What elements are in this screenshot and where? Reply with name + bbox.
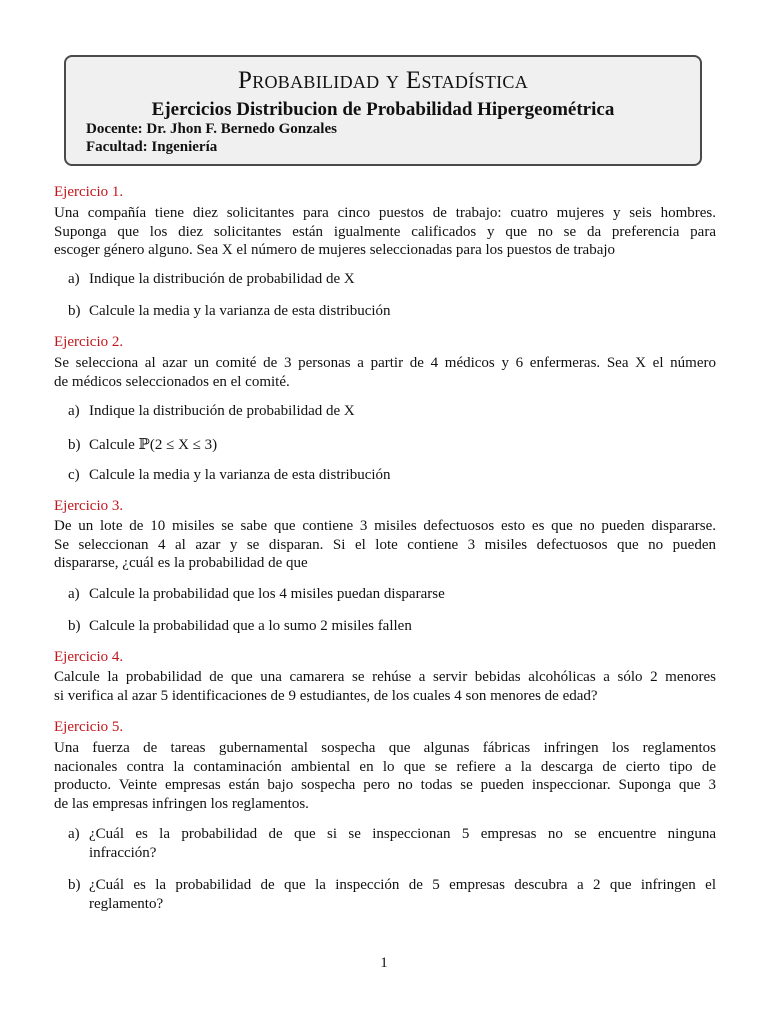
statement-line: Una compañía tiene diez solicitantes para cinco puestos de trabajo: cuatro mujeres y seis hombres. xyxy=(54,205,716,221)
item-text xyxy=(89,876,716,913)
item-label: b) xyxy=(68,618,81,634)
statement-line: Calcule la probabilidad de que una camarera se rehúse a servir bebidas alcohólicas a sólo 2 menores xyxy=(54,669,716,685)
exercise-1-title: Ejercicio 1. xyxy=(54,184,124,200)
exercise-1-item-a xyxy=(68,271,355,288)
item-text: Calcule la media y la varianza de esta distribución xyxy=(89,467,391,483)
exercise-3-item-b xyxy=(68,618,412,635)
item-label: b) xyxy=(68,437,81,453)
item-text: Calcule la probabilidad que los 4 misiles puedan dispararse xyxy=(89,586,445,602)
item-label: c) xyxy=(68,467,80,483)
statement-line: Se seleccionan 4 al azar y se disparan. Si el lote contiene 3 misiles defectuosos que no pueden xyxy=(54,536,716,553)
item-label: a) xyxy=(68,826,80,842)
exercise-4-statement xyxy=(54,668,716,705)
statement-line: Una fuerza de tareas gubernamental sospecha que algunas fábricas infringen los reglamentos xyxy=(54,740,716,756)
exercise-3-statement xyxy=(54,517,716,573)
document-subtitle: Ejercicios Distribucion de Probabilidad Hipergeométrica xyxy=(151,99,615,120)
course-title: Probabilidad y Estadística xyxy=(237,67,529,94)
exercise-3-item-a xyxy=(68,586,445,603)
item-text: Indique la distribución de probabilidad de X xyxy=(89,271,355,287)
exercise-2-item-a xyxy=(68,403,355,420)
item-text-line: ¿Cuál es la probabilidad de que la inspección de 5 empresas descubra a 2 que infringen el xyxy=(89,877,716,893)
exercise-2-item-b xyxy=(68,435,217,454)
teacher-line: Docente: Dr. Jhon F. Bernedo Gonzales xyxy=(86,121,337,137)
header-box xyxy=(64,55,702,166)
statement-line: Se selecciona al azar un comité de 3 personas a partir de 4 médicos y 6 enfermeras. Sea X el número xyxy=(54,355,716,371)
item-text: Indique la distribución de probabilidad de X xyxy=(89,403,355,419)
faculty-line: Facultad: Ingeniería xyxy=(86,139,218,155)
page-number: 1 xyxy=(380,955,388,971)
exercise-5-item-b xyxy=(68,876,716,914)
exercise-5-title: Ejercicio 5. xyxy=(54,719,124,735)
exercise-5-statement xyxy=(54,739,716,813)
exercise-2-statement xyxy=(54,354,716,391)
item-text-line: ¿Cuál es la probabilidad de que si se inspeccionan 5 empresas no se encuentre ninguna xyxy=(89,826,716,842)
exercise-4-title: Ejercicio 4. xyxy=(54,649,124,665)
item-text-line: infracción? xyxy=(89,844,157,861)
item-text-line: reglamento? xyxy=(89,895,164,912)
statement-line: nacionales contra la contaminación ambiental en lo que se refiere a la descarga de cierto tipo de xyxy=(54,758,716,775)
statement-line: Suponga que los diez solicitantes están igualmente calificados y que no se da preferencia para xyxy=(54,223,716,240)
item-label: b) xyxy=(68,303,81,319)
statement-line: escoger género alguno. Sea X el número de mujeres seleccionadas para los puestos de trabajo xyxy=(54,242,616,258)
exercise-1-statement xyxy=(54,204,716,260)
item-label: b) xyxy=(68,877,81,893)
exercise-2-title: Ejercicio 2. xyxy=(54,334,124,350)
item-text: Calcule la media y la varianza de esta distribución xyxy=(89,303,391,319)
statement-line: de las empresas infringen los reglamentos. xyxy=(54,795,309,812)
statement-line: De un lote de 10 misiles se sabe que contiene 3 misiles defectuosos esto es que no pueden dispararse. xyxy=(54,518,716,534)
exercise-5-item-a xyxy=(68,825,716,863)
item-label: a) xyxy=(68,586,80,602)
statement-line: dispararse, ¿cuál es la probabilidad de que xyxy=(54,555,308,571)
item-text: Calcule la probabilidad que a lo sumo 2 misiles fallen xyxy=(89,618,412,634)
statement-line: de médicos seleccionados en el comité. xyxy=(54,373,290,390)
item-label: a) xyxy=(68,271,80,287)
exercise-1-item-b xyxy=(68,303,391,320)
statement-line: producto. Veinte empresas están bajo sospecha pero no todas se pueden inspeccionar. Suponga que 3 xyxy=(54,777,716,793)
item-text xyxy=(89,825,716,862)
item-text: Calcule ℙ(2 ≤ X ≤ 3) xyxy=(89,437,218,453)
exercise-2-item-c xyxy=(68,467,391,484)
item-label: a) xyxy=(68,403,80,419)
statement-line: si verifica al azar 5 identificaciones de 9 estudiantes, de los cuales 4 son menores de edad? xyxy=(54,687,598,704)
exercise-3-title: Ejercicio 3. xyxy=(54,498,124,514)
